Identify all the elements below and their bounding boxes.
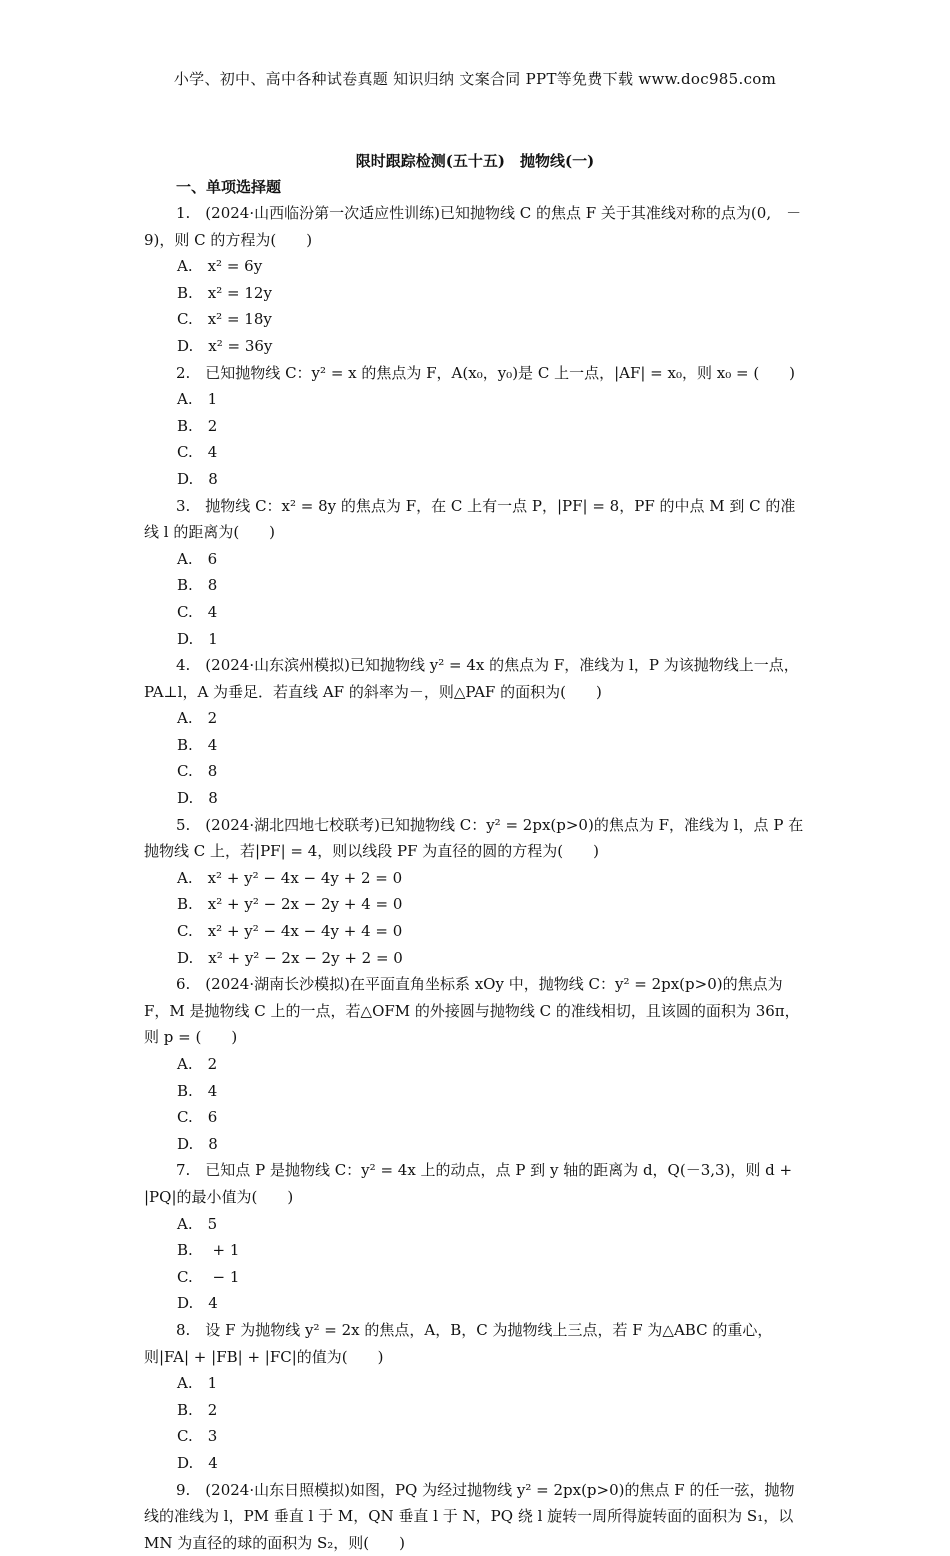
question-stem: 3. 抛物线 C：x² = 8y 的焦点为 F，在 C 上有一点 P，|PF| = 8，PF 的中点 M 到 C 的准线 l 的距离为( ): [144, 493, 808, 546]
option: B. + 1: [177, 1237, 512, 1264]
option: C. x² = 18y: [177, 306, 512, 333]
option: C. 4: [177, 439, 512, 466]
option: A. x² = 6y: [177, 253, 512, 280]
page-header: 小学、初中、高中各种试卷真题 知识归纳 文案合同 PPT等免费下载 www.doc985.com: [0, 68, 950, 89]
question-stem: 2. 已知抛物线 C：y² = x 的焦点为 F，A(x₀，y₀)是 C 上一点，|AF| = x₀，则 x₀ = ( ): [144, 360, 808, 387]
option-group: [144, 1370, 808, 1476]
option: D. x² = 36y: [177, 333, 512, 360]
question-stem: 9. (2024·山东日照模拟)如图，PQ 为经过抛物线 y² = 2px(p>0)的焦点 F 的任一弦，抛物线的准线为 l，PM 垂直 l 于 M，QN 垂直 l 于 N，PQ 绕 l 旋转一周所得旋转面的面积为 S₁，以 MN 为直径的球的面积为 S₂，则( ): [144, 1477, 808, 1556]
question-stem: 4. (2024·山东滨州模拟)已知抛物线 y² = 4x 的焦点为 F，准线为 l，P 为该抛物线上一点，PA⊥l，A 为垂足．若直线 AF 的斜率为－，则△PAF 的面积为( ): [144, 652, 808, 705]
option: C. 6: [177, 1104, 512, 1131]
option-group: [144, 1211, 808, 1317]
option: C. 3: [177, 1423, 512, 1450]
question-stem: 7. 已知点 P 是抛物线 C：y² = 4x 上的动点，点 P 到 y 轴的距离为 d，Q(－3,3)，则 d + |PQ|的最小值为( ): [144, 1157, 808, 1210]
question-stem: 5. (2024·湖北四地七校联考)已知抛物线 C：y² = 2px(p>0)的焦点为 F，准线为 l，点 P 在抛物线 C 上，若|PF| = 4，则以线段 PF 为直径的圆的方程为( ): [144, 812, 808, 865]
option: C. 8: [177, 758, 512, 785]
option-group: [144, 386, 808, 492]
option: A. 2: [177, 1051, 512, 1078]
option: D. 1: [177, 626, 512, 653]
option: B. x² = 12y: [177, 280, 512, 307]
option: A. 1: [177, 1370, 512, 1397]
section-heading: 一、单项选择题: [176, 176, 281, 197]
option: B. 4: [177, 732, 512, 759]
option: D. x² + y² − 2x − 2y + 2 = 0: [177, 945, 808, 972]
option: A. 2: [177, 705, 512, 732]
question-stem: 1. (2024·山西临汾第一次适应性训练)已知抛物线 C 的焦点 F 关于其准线对称的点为(0, －9)，则 C 的方程为( ): [144, 200, 808, 253]
question-stem: 8. 设 F 为抛物线 y² = 2x 的焦点，A，B，C 为抛物线上三点，若 F 为△ABC 的重心，则|FA| + |FB| + |FC|的值为( ): [144, 1317, 808, 1370]
option: B. x² + y² − 2x − 2y + 4 = 0: [177, 891, 808, 918]
option-group: [144, 1051, 808, 1157]
option: A. 6: [177, 546, 512, 573]
option-group: [144, 865, 808, 971]
option: D. 8: [177, 466, 512, 493]
question-list: [144, 200, 808, 1556]
question-stem: 6. (2024·湖南长沙模拟)在平面直角坐标系 xOy 中，抛物线 C：y² = 2px(p>0)的焦点为 F，M 是抛物线 C 上的一点，若△OFM 的外接圆与抛物线 C 的准线相切，且该圆的面积为 36π，则 p = ( ): [144, 971, 808, 1051]
option: B. 2: [177, 413, 512, 440]
option: D. 8: [177, 785, 512, 812]
option: B. 8: [177, 572, 512, 599]
option: B. 4: [177, 1078, 512, 1105]
option: C. x² + y² − 4x − 4y + 4 = 0: [177, 918, 808, 945]
option: D. 4: [177, 1450, 512, 1477]
page-title: 限时跟踪检测(五十五) 抛物线(一): [0, 150, 950, 171]
option-group: [144, 546, 808, 652]
option: A. 5: [177, 1211, 512, 1238]
option-group: [144, 705, 808, 811]
option: A. 1: [177, 386, 512, 413]
option: D. 4: [177, 1290, 512, 1317]
option: C. 4: [177, 599, 512, 626]
option-group: [144, 253, 808, 359]
option: A. x² + y² − 4x − 4y + 2 = 0: [177, 865, 808, 892]
option: B. 2: [177, 1397, 512, 1424]
option: C. − 1: [177, 1264, 512, 1291]
option: D. 8: [177, 1131, 512, 1158]
